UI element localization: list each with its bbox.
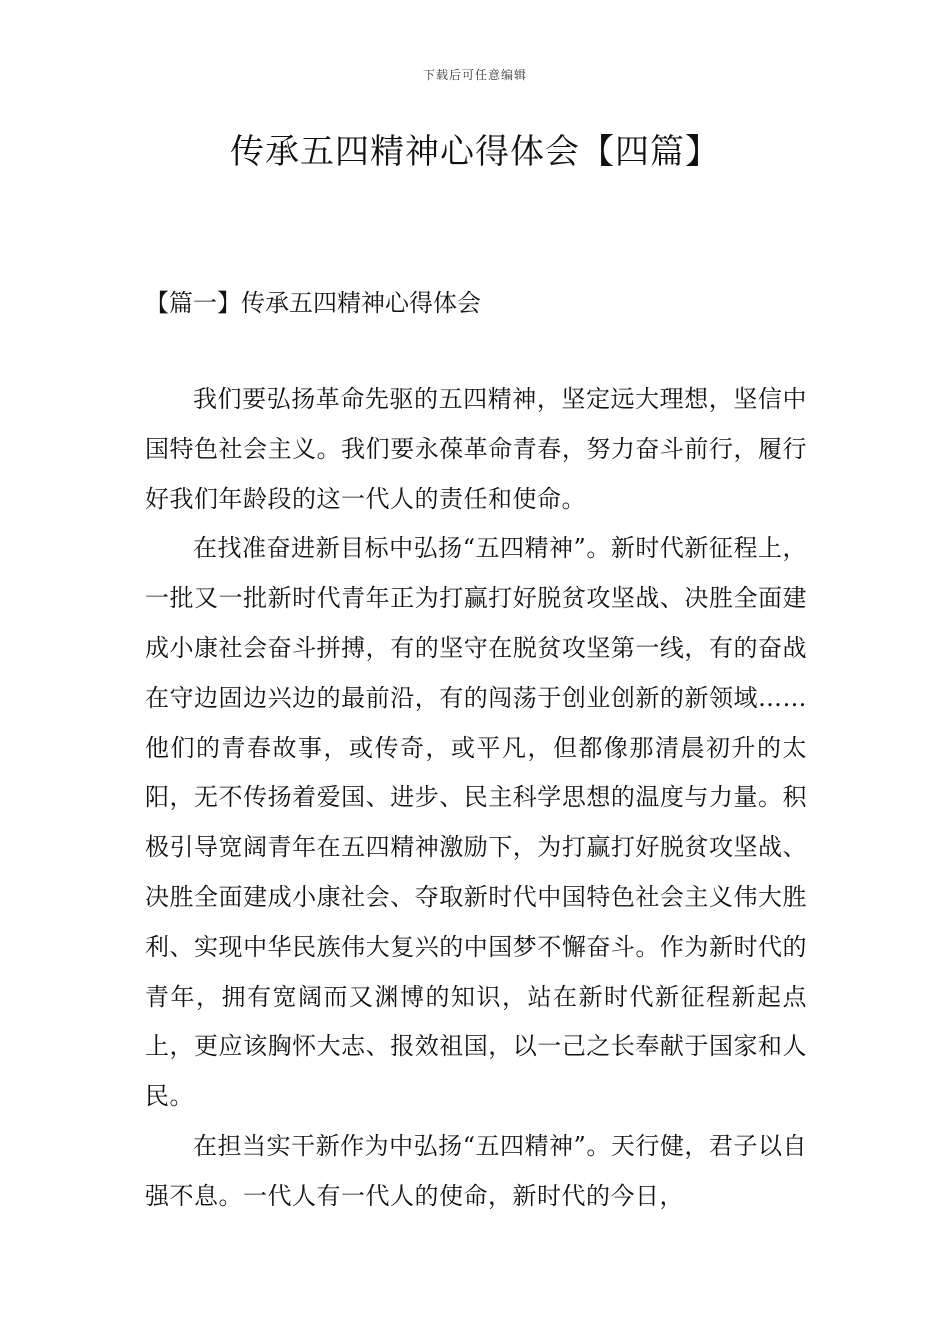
page-header-note: 下载后可任意编辑 bbox=[422, 68, 527, 82]
paragraph: 在担当实干新作为中弘扬“五四精神”。天行健，君子以自强不息。一代人有一代人的使命，新时代的今日， bbox=[145, 1131, 807, 1210]
paragraph: 我们要弘扬革命先驱的五四精神，坚定远大理想，坚信中国特色社会主义。我们要永葆革命青春，努力奋斗前行，履行好我们年龄段的这一代人的责任和使命。 bbox=[145, 385, 807, 513]
section-body bbox=[145, 375, 807, 1222]
paragraph: 在找准奋进新目标中弘扬“五四精神”。新时代新征程上，一批又一批新时代青年正为打赢打好脱贫攻坚战、决胜全面建成小康社会奋斗拼搏，有的坚守在脱贫攻坚第一线，有的奋战在守边固边兴边的最前沿，有的闯荡于创业创新的新领域……他们的青春故事，或传奇，或平凡，但都像那清晨初升的太阳，无不传扬着爱国、进步、民主科学思想的温度与力量。积极引导宽阔青年在五四精神激励下，为打赢打好脱贫攻坚战、决胜全面建成小康社会、夺取新时代中国特色社会主义伟大胜利、实现中华民族伟大复兴的中国梦不懈奋斗。作为新时代的青年，拥有宽阔而又渊博的知识，站在新时代新征程新起点上，更应该胸怀大志、报效祖国，以一己之长奉献于国家和人民。 bbox=[145, 534, 807, 1111]
document-title: 传承五四精神心得体会【四篇】 bbox=[230, 132, 720, 172]
section-heading: 【篇一】传承五四精神心得体会 bbox=[145, 289, 481, 317]
